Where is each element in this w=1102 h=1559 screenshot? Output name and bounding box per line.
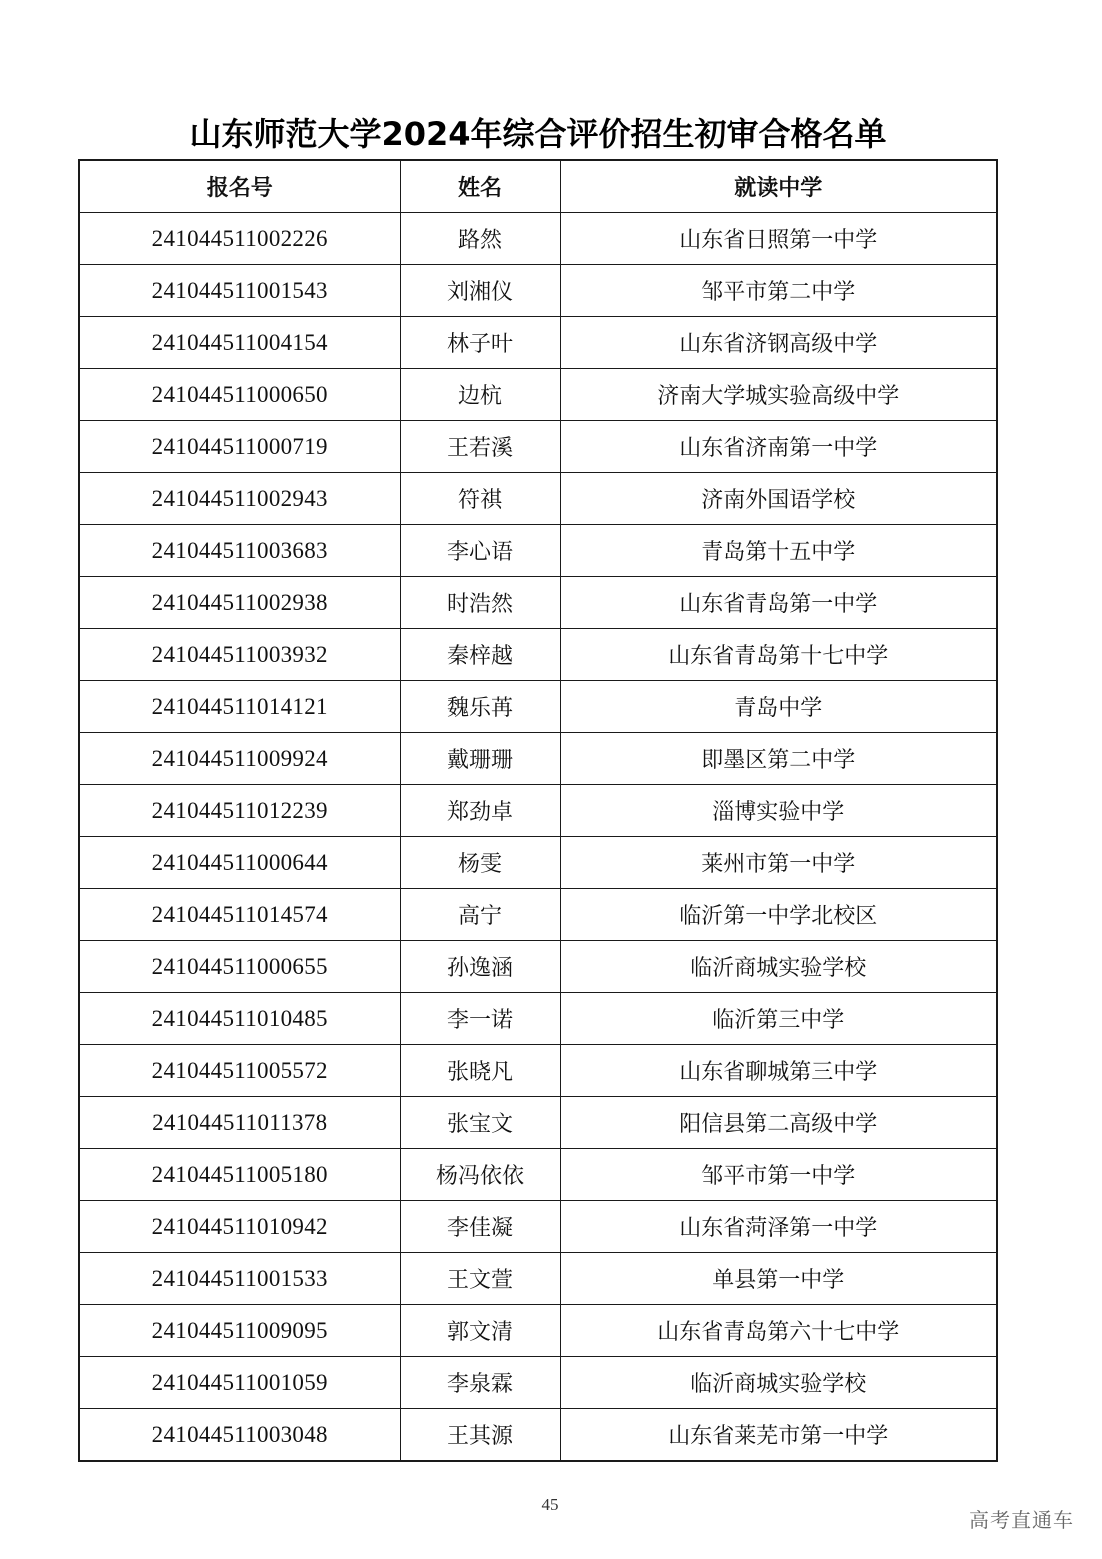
school-name-cell: 山东省青岛第十七中学 [560,629,997,681]
school-name-cell: 阳信县第二高级中学 [560,1097,997,1149]
student-name-cell: 戴珊珊 [400,733,560,785]
column-header-registration-number: 报名号 [79,160,400,213]
registration-number-cell: 241044511002938 [79,577,400,629]
registration-number-cell: 241044511010942 [79,1201,400,1253]
table-row [79,1357,997,1409]
table-header-row [79,160,997,213]
document-title: 山东师范大学2024年综合评价招生初审合格名单 [189,115,887,153]
table-row [79,1097,997,1149]
school-name-cell: 济南外国语学校 [560,473,997,525]
table-row [79,1149,997,1201]
school-name-cell: 单县第一中学 [560,1253,997,1305]
table-row [79,265,997,317]
student-name-cell: 时浩然 [400,577,560,629]
student-name-cell: 符祺 [400,473,560,525]
table-body [79,213,997,1462]
student-name-cell: 李佳凝 [400,1201,560,1253]
registration-number-cell: 241044511003683 [79,525,400,577]
table-row [79,213,997,265]
student-name-cell: 张宝文 [400,1097,560,1149]
student-name-cell: 林子叶 [400,317,560,369]
registration-number-cell: 241044511001059 [79,1357,400,1409]
registration-number-cell: 241044511009095 [79,1305,400,1357]
registration-number-cell: 241044511000655 [79,941,400,993]
table-row [79,1409,997,1462]
table-row [79,1201,997,1253]
school-name-cell: 邹平市第二中学 [560,265,997,317]
school-name-cell: 临沂第三中学 [560,993,997,1045]
student-name-cell: 李一诺 [400,993,560,1045]
student-name-cell: 王文萱 [400,1253,560,1305]
school-name-cell: 山东省青岛第六十七中学 [560,1305,997,1357]
table-row [79,369,997,421]
registration-number-cell: 241044511004154 [79,317,400,369]
page-number: 45 [541,1495,559,1514]
registration-number-cell: 241044511000650 [79,369,400,421]
school-name-cell: 山东省日照第一中学 [560,213,997,265]
table-row [79,473,997,525]
school-name-cell: 山东省菏泽第一中学 [560,1201,997,1253]
school-name-cell: 临沂商城实验学校 [560,941,997,993]
student-name-cell: 王其源 [400,1409,560,1462]
student-name-cell: 杨冯依依 [400,1149,560,1201]
registration-number-cell: 241044511014574 [79,889,400,941]
registration-number-cell: 241044511005180 [79,1149,400,1201]
registration-number-cell: 241044511003932 [79,629,400,681]
table-row [79,629,997,681]
student-name-cell: 郑劲卓 [400,785,560,837]
registration-number-cell: 241044511012239 [79,785,400,837]
school-name-cell: 即墨区第二中学 [560,733,997,785]
registration-number-cell: 241044511000644 [79,837,400,889]
student-name-cell: 刘湘仪 [400,265,560,317]
registration-number-cell: 241044511001543 [79,265,400,317]
table-row [79,1045,997,1097]
registration-number-cell: 241044511002943 [79,473,400,525]
student-name-cell: 孙逸涵 [400,941,560,993]
school-name-cell: 临沂第一中学北校区 [560,889,997,941]
table-row [79,1253,997,1305]
admission-list-table [78,159,998,1462]
table-row [79,681,997,733]
registration-number-cell: 241044511002226 [79,213,400,265]
student-name-cell: 秦梓越 [400,629,560,681]
school-name-cell: 临沂商城实验学校 [560,1357,997,1409]
table-row [79,837,997,889]
school-name-cell: 山东省青岛第一中学 [560,577,997,629]
school-name-cell: 山东省济钢高级中学 [560,317,997,369]
table-row [79,889,997,941]
table-row [79,785,997,837]
school-name-cell: 莱州市第一中学 [560,837,997,889]
student-name-cell: 王若溪 [400,421,560,473]
student-name-cell: 高宁 [400,889,560,941]
student-name-cell: 李泉霖 [400,1357,560,1409]
school-name-cell: 邹平市第一中学 [560,1149,997,1201]
table-row [79,993,997,1045]
registration-number-cell: 241044511009924 [79,733,400,785]
school-name-cell: 青岛中学 [560,681,997,733]
registration-number-cell: 241044511003048 [79,1409,400,1462]
student-name-cell: 杨雯 [400,837,560,889]
student-name-cell: 郭文清 [400,1305,560,1357]
school-name-cell: 淄博实验中学 [560,785,997,837]
table-row [79,525,997,577]
school-name-cell: 山东省莱芜市第一中学 [560,1409,997,1462]
table-row [79,1305,997,1357]
student-name-cell: 路然 [400,213,560,265]
registration-number-cell: 241044511000719 [79,421,400,473]
registration-number-cell: 241044511001533 [79,1253,400,1305]
table-row [79,421,997,473]
school-name-cell: 山东省济南第一中学 [560,421,997,473]
student-name-cell: 边杭 [400,369,560,421]
student-name-cell: 张晓凡 [400,1045,560,1097]
school-name-cell: 青岛第十五中学 [560,525,997,577]
school-name-cell: 济南大学城实验高级中学 [560,369,997,421]
registration-number-cell: 241044511005572 [79,1045,400,1097]
table-row [79,941,997,993]
table-row [79,733,997,785]
registration-number-cell: 241044511014121 [79,681,400,733]
student-name-cell: 魏乐苒 [400,681,560,733]
column-header-school: 就读中学 [560,160,997,213]
table-row [79,577,997,629]
column-header-name: 姓名 [400,160,560,213]
school-name-cell: 山东省聊城第三中学 [560,1045,997,1097]
registration-number-cell: 241044511010485 [79,993,400,1045]
student-name-cell: 李心语 [400,525,560,577]
watermark-text: 高考直通车 [969,1508,1074,1532]
table-row [79,317,997,369]
registration-number-cell: 241044511011378 [79,1097,400,1149]
